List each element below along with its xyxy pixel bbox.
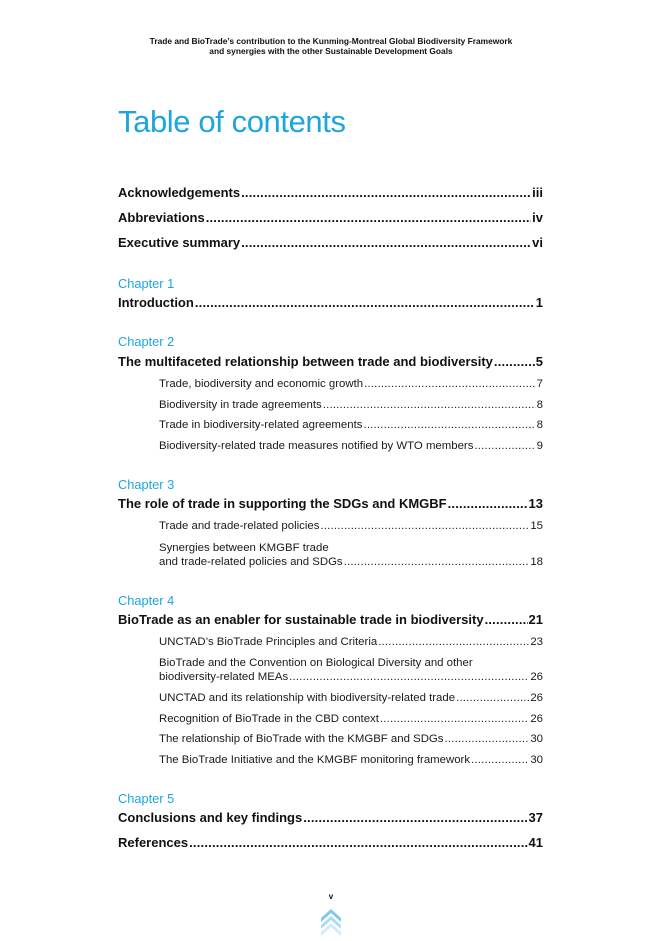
toc-entry-page: 30 (530, 754, 543, 766)
toc-entry-label: Conclusions and key findings (118, 810, 303, 825)
toc-entry-page: 7 (536, 378, 543, 390)
toc-entry-page: vi (532, 235, 543, 250)
chapter-label: Chapter 4 (118, 593, 175, 608)
toc-entry-chapter-2[interactable] (118, 354, 543, 369)
toc-entry-page: 1 (535, 295, 543, 310)
chevron-stack-logo (320, 908, 342, 941)
toc-subentry[interactable] (159, 713, 543, 725)
toc-entry-chapter-5[interactable] (118, 810, 543, 825)
toc-entry-chapter-4[interactable] (118, 612, 543, 627)
toc-entry-label: Introduction (118, 295, 194, 310)
toc-entry-label: and trade-related policies and SDGs (159, 556, 343, 568)
toc-subentry[interactable] (159, 733, 543, 745)
toc-entry-page: 26 (530, 713, 543, 725)
toc-entry-page: 21 (528, 612, 543, 627)
toc-entry-executive-summary[interactable] (118, 235, 543, 250)
toc-subentry[interactable] (159, 378, 543, 390)
toc-entry-page: 5 (535, 354, 543, 369)
dot-leader (241, 185, 531, 200)
toc-entry-abbreviations[interactable] (118, 210, 543, 225)
running-header-line-1: Trade and BioTrade’s contribution to the Kunming-Montreal Global Biodiversity Framework (149, 36, 513, 46)
dot-leader (189, 835, 527, 850)
toc-subentry[interactable] (159, 419, 543, 431)
dot-leader (241, 235, 531, 250)
dot-leader (303, 810, 527, 825)
chapter-label: Chapter 3 (118, 477, 175, 492)
toc-entry-label: Executive summary (118, 235, 241, 250)
toc-entry-label: Recognition of BioTrade in the CBD context (159, 713, 379, 725)
dot-leader (380, 713, 529, 725)
toc-entry-label: Acknowledgements (118, 185, 241, 200)
toc-entry-page: 9 (536, 440, 543, 452)
dot-leader (289, 671, 529, 683)
toc-entry-label: The multifaceted relationship between trade and biodiversity (118, 354, 493, 369)
toc-entry-references[interactable] (118, 835, 543, 850)
toc-entry-page: iv (532, 210, 543, 225)
toc-entry-label: Trade in biodiversity-related agreements (159, 419, 363, 431)
toc-entry-page: 18 (530, 556, 543, 568)
dot-leader (378, 636, 529, 648)
toc-entry-label: Biodiversity-related trade measures notified by WTO members (159, 440, 474, 452)
toc-entry-page: 8 (536, 399, 543, 411)
dot-leader (344, 556, 530, 568)
dot-leader (206, 210, 531, 225)
toc-entry-page: 41 (528, 835, 543, 850)
dot-leader (320, 520, 529, 532)
toc-entry-label: The role of trade in supporting the SDGs and KMGBF (118, 496, 447, 511)
toc-entry-page: 26 (530, 692, 543, 704)
toc-entry-page: 26 (530, 671, 543, 683)
toc-entry-label: Biodiversity in trade agreements (159, 399, 322, 411)
dot-leader (195, 295, 535, 310)
toc-entry-page: 8 (536, 419, 543, 431)
toc-subentry-first-line: Synergies between KMGBF trade (159, 542, 329, 554)
dot-leader (364, 378, 536, 390)
toc-entry-label: Abbreviations (118, 210, 205, 225)
dot-leader (471, 754, 529, 766)
dot-leader (323, 399, 536, 411)
dot-leader (456, 692, 529, 704)
chapter-label: Chapter 2 (118, 334, 175, 349)
toc-entry-label: UNCTAD and its relationship with biodiversity-related trade (159, 692, 456, 704)
toc-entry-label: UNCTAD’s BioTrade Principles and Criteria (159, 636, 378, 648)
toc-entry-label: BioTrade as an enabler for sustainable trade in biodiversity (118, 612, 484, 627)
toc-entry-page: 15 (530, 520, 543, 532)
toc-entry-label: Trade, biodiversity and economic growth (159, 378, 364, 390)
toc-subentry[interactable] (159, 520, 543, 532)
dot-leader (444, 733, 529, 745)
dot-leader (494, 354, 535, 369)
toc-entry-label: The BioTrade Initiative and the KMGBF monitoring framework (159, 754, 471, 766)
toc-entry-page: 37 (528, 810, 543, 825)
chapter-label: Chapter 1 (118, 276, 175, 291)
toc-entry-page: 30 (530, 733, 543, 745)
running-header-line-2: and synergies with the other Sustainable Development Goals (209, 46, 453, 56)
toc-entry-label: biodiversity-related MEAs (159, 671, 289, 683)
dot-leader (448, 496, 528, 511)
page-title: Table of contents (118, 104, 346, 139)
toc-entry-chapter-1[interactable] (118, 295, 543, 310)
toc-subentry[interactable] (159, 399, 543, 411)
toc-entry-label: Trade and trade-related policies (159, 520, 320, 532)
toc-entry-page: 13 (528, 496, 543, 511)
toc-entry-chapter-3[interactable] (118, 496, 543, 511)
toc-subentry[interactable] (159, 556, 543, 568)
toc-subentry[interactable] (159, 636, 543, 648)
toc-subentry-first-line: BioTrade and the Convention on Biological Diversity and other (159, 657, 473, 669)
toc-entry-label: The relationship of BioTrade with the KMGBF and SDGs (159, 733, 444, 745)
toc-subentry[interactable] (159, 692, 543, 704)
toc-entry-acknowledgements[interactable] (118, 185, 543, 200)
chapter-label: Chapter 5 (118, 791, 175, 806)
toc-entry-page: 23 (530, 636, 543, 648)
dot-leader (363, 419, 535, 431)
toc-subentry[interactable] (159, 440, 543, 452)
page-number: v (328, 892, 334, 901)
dot-leader (474, 440, 535, 452)
toc-entry-page: iii (532, 185, 543, 200)
toc-entry-label: References (118, 835, 189, 850)
toc-subentry[interactable] (159, 671, 543, 683)
dot-leader (485, 612, 528, 627)
toc-subentry[interactable] (159, 754, 543, 766)
